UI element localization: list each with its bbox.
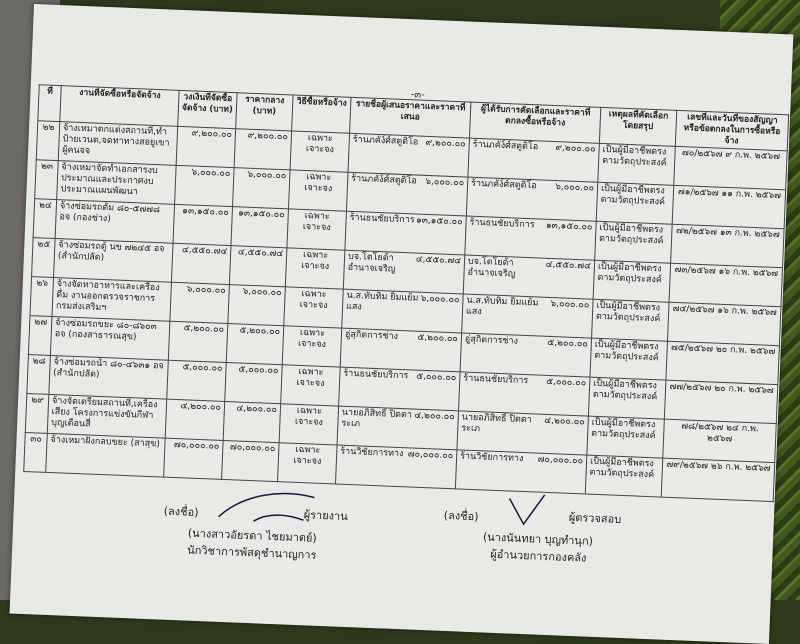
page-number: -๓-	[410, 89, 425, 101]
mid-price: ๖,๐๐๐.๐๐	[233, 168, 291, 209]
bidder-and-price	[340, 328, 461, 372]
bidder-and-price-amount: ๔,๕๕๐.๗๔	[415, 254, 462, 267]
winner-and-price-name: ร้านวิชัยการทาง	[459, 451, 524, 465]
bidder-and-price-name: น.ส.ทับทิม ยิ้มแย้มแสง	[345, 290, 419, 313]
bidder-and-price	[342, 289, 463, 333]
winner-and-price	[463, 255, 594, 299]
bidder-and-price-amount: ๗๐,๐๐๐.๐๐	[407, 449, 454, 462]
bidder-and-price-name: อู่สุกิตการช่าง	[344, 329, 399, 342]
item-name: จ้างเหมาตกแต่งสถานที่,ทำป้ายเวนต,จดทาทางสอยูเขาผู้คนจจ	[58, 122, 177, 166]
bidder-and-price-amount: ๕,๒๐๐.๐๐	[417, 332, 459, 345]
winner-and-price-amount: ๑๓,๑๕๐.๐๐	[545, 220, 593, 233]
winner-and-price	[465, 216, 596, 260]
bidder-and-price-name: ร้านภคัง์ศ์สตูดิโอ	[352, 134, 419, 148]
budget-amount: ๔,๕๕๐.๗๔	[171, 243, 231, 284]
winner-and-price	[462, 294, 593, 338]
header-mid-price: ราคากลาง (บาท)	[236, 93, 293, 131]
row-number: ๒๖	[30, 277, 54, 317]
procurement-method: เฉพาะเจาะจง	[281, 365, 341, 406]
mid-price: ๔,๒๐๐.๐๐	[223, 401, 281, 442]
item-name: จ้างซ่อมรถน้ำ ๘๐-๔๖๓๑ อจ (สำนักปลัด)	[49, 355, 168, 399]
header-no: ที่	[38, 85, 61, 122]
bidder-and-price	[343, 250, 464, 294]
item-name: จ้างซ่อมรถตั้ม ๘๐-๕๗๗๘ อจ (กองช่าง)	[55, 200, 174, 244]
winner-and-price	[466, 177, 597, 221]
right-signature-scribble	[503, 488, 565, 530]
budget-amount: ๕,๐๐๐.๐๐	[167, 360, 227, 401]
row-number: ๓๐	[24, 432, 48, 472]
row-number: ๒๔	[33, 199, 57, 239]
bidder-and-price-name: ร้านธนชัยบริการ	[343, 368, 409, 382]
winner-and-price-amount: ๔,๕๕๐.๗๔	[545, 259, 592, 272]
procurement-method: เฉพาะเจาะจง	[279, 404, 339, 445]
budget-amount: ๔,๒๐๐.๐๐	[165, 399, 225, 440]
procurement-method: เฉพาะเจาะจง	[285, 248, 345, 289]
left-signature-scribble	[213, 482, 325, 531]
budget-amount: ๑๓,๑๕๐.๐๐	[173, 204, 233, 245]
winner-and-price	[468, 138, 599, 182]
mid-price: ๑๓,๑๕๐.๐๐	[231, 207, 289, 248]
bidder-and-price	[335, 445, 456, 489]
bidder-and-price-name: นายอภิสิทธิ์ ปิตตาระเภ	[341, 407, 413, 430]
bidder-and-price-amount: ๕,๐๐๐.๐๐	[416, 371, 457, 384]
row-number: ๒๓	[35, 160, 59, 200]
winner-and-price	[460, 333, 591, 377]
bidder-and-price-name: ร้านภคัง์ศ์สตูดิโอ	[351, 173, 417, 187]
budget-amount: ๖,๐๐๐.๐๐	[175, 165, 235, 206]
item-name: จ้างซ่อมรถขยะ ๘๐-๘๖๐๓ อจ (กองสาธารณสุข)	[50, 316, 169, 360]
bidder-and-price	[346, 172, 467, 216]
selection-reason: เป็นผู้มีอาชีพตรงตามวัตถุประสงค์	[585, 455, 663, 497]
contract-number: ๗๘/๒๕๖๗ ๒๔ ก.พ. ๒๕๖๗	[663, 419, 776, 462]
bidder-and-price	[345, 211, 466, 255]
contract-number: ๗๔/๒๕๖๗ ๑๖ ก.พ. ๒๕๖๗	[667, 302, 780, 345]
winner-and-price	[455, 450, 586, 494]
winner-and-price-name: ร้านภคัง์ศ์สตูดิโอ	[472, 139, 539, 153]
budget-amount: ๖,๐๐๐.๐๐	[170, 282, 230, 323]
row-number: ๒๙	[25, 394, 49, 434]
mid-price: ๕,๒๐๐.๐๐	[226, 324, 284, 365]
contract-number: ๗๕/๒๕๖๗ ๒๐ ก.พ. ๒๕๖๗	[666, 341, 779, 384]
right-sign-name: (นางนันทยา บุญทำนุก)	[482, 530, 594, 548]
selection-reason: เป็นผู้มีอาชีพตรงตามวัตถุประสงค์	[596, 182, 674, 224]
selection-reason: เป็นผู้มีอาชีพตรงตามวัตถุประสงค์	[598, 143, 676, 185]
procurement-method: เฉพาะเจาะจง	[290, 131, 350, 172]
mid-price: ๕,๐๐๐.๐๐	[225, 363, 283, 404]
bidder-and-price-amount: ๖,๐๐๐.๐๐	[420, 293, 460, 306]
winner-and-price-amount: ๖,๐๐๐.๐๐	[550, 298, 590, 311]
row-number: ๒๗	[28, 316, 52, 356]
mid-price: ๖,๐๐๐.๐๐	[228, 285, 286, 326]
winner-and-price-amount: ๗๐,๐๐๐.๐๐	[537, 454, 584, 467]
winner-and-price-name: บจ.โตโยต้าอำนาจเจริญ	[467, 256, 516, 280]
winner-and-price-name: ร้านภคัง์ศ์สตูดิโอ	[470, 178, 537, 192]
document-page	[10, 4, 794, 644]
bidder-and-price	[339, 367, 460, 411]
mid-price: ๔,๕๕๐.๗๔	[229, 246, 287, 287]
header-item: งานที่จัดซื้อหรือจัดจ้าง	[60, 86, 179, 127]
budget-amount: ๗๐,๐๐๐.๐๐	[164, 438, 224, 479]
selection-reason: เป็นผู้มีอาชีพตรงตามวัตถุประสงค์	[590, 338, 668, 380]
item-name: จ้างจัดหาอาหารและเครื่องดื่ม งานออกตรวจราชการกรมส่งเสริมฯ	[52, 278, 171, 322]
contract-number: ๗๗/๒๕๖๗ ๒๐ ก.พ. ๒๕๖๗	[664, 380, 777, 423]
header-winner: ผู้ได้รับการคัดเลือกและราคาที่ตกลงซื้อหรือจ้าง	[469, 102, 600, 143]
header-contract: เลขที่และวันที่ของสัญญาหรือข้อตกลงในการซื้อหรือจ้าง	[675, 110, 788, 150]
procurement-method: เฉพาะเจาะจง	[287, 209, 347, 250]
bidder-and-price-amount: ๙,๒๐๐.๐๐	[425, 137, 466, 150]
bidder-and-price-name: ร้านวิชัยการทาง	[340, 446, 404, 460]
left-sign-name: (นางสาวอัยรดา ไชยมาตย์)	[187, 526, 318, 545]
bidder-and-price	[348, 133, 469, 177]
right-sign-role: ผู้ตรวจสอบ	[568, 510, 622, 526]
mid-price: ๗๐,๐๐๐.๐๐	[222, 440, 280, 481]
procurement-method: เฉพาะเจาะจง	[278, 443, 338, 484]
contract-number: ๗๒/๒๕๖๗ ๑๓ ก.พ. ๒๕๖๗	[671, 224, 784, 267]
item-name: จ้างเหมาฝังกลบขยะ (สาสุข)	[46, 433, 165, 477]
header-method: วิธีซื้อหรือจ้าง	[292, 95, 351, 133]
winner-and-price-name: ร้านธนชัยบริการ	[469, 217, 535, 231]
item-name: จ้างเหมาจัดทำเอกสารงบประมาณและประกาศงบประมาณแผนพัฒนา	[57, 161, 176, 205]
left-sign-position: นักวิชาการพัสดุชำนาญการ	[186, 543, 317, 562]
header-bidder: รายชื่อผู้เสนอราคาและราคาที่เสนอ	[350, 97, 471, 138]
bidder-and-price-amount: ๔,๒๐๐.๐๐	[414, 410, 455, 423]
bidder-and-price-amount: ๖,๐๐๐.๐๐	[425, 176, 465, 189]
procurement-method: เฉพาะเจาะจง	[284, 287, 344, 328]
winner-and-price	[459, 372, 590, 416]
header-budget: วงเงินที่จัดซื้อจัดจ้าง (บาท)	[178, 90, 237, 128]
bidder-and-price-amount: ๑๓,๑๕๐.๐๐	[415, 215, 463, 228]
header-reason: เหตุผลที่คัดเลือกโดยสรุป	[599, 107, 676, 146]
budget-amount: ๕,๒๐๐.๐๐	[168, 321, 228, 362]
contract-number: ๗๓/๒๕๖๗ ๑๖ ก.พ. ๒๕๖๗	[669, 263, 782, 306]
contract-number: ๗๐/๒๕๖๗ ๙ ก.พ. ๒๕๖๗	[674, 146, 787, 189]
right-sign-label: (ลงชื่อ)	[443, 508, 479, 524]
procurement-method: เฉพาะเจาะจง	[282, 326, 342, 367]
right-sign-position: ผู้อำนวยการกองคลัง	[490, 547, 587, 565]
contract-number: ๗๑/๒๕๖๗ ๑๑ ก.พ. ๒๕๖๗	[672, 185, 785, 228]
item-name: จ้างจัดเตรียมสถานที่,เครื่องเสียง โครงการแข่งขันกีฬาบุญเดือนสี่	[47, 394, 166, 438]
selection-reason: เป็นผู้มีอาชีพตรงตามวัตถุประสงค์	[593, 260, 671, 302]
selection-reason: เป็นผู้มีอาชีพตรงตามวัตถุประสงค์	[592, 299, 670, 341]
winner-and-price-amount: ๖,๐๐๐.๐๐	[554, 182, 595, 194]
bidder-and-price-name: บจ.โตโยต้าอำนาจเจริญ	[347, 251, 396, 275]
row-number: ๒๕	[32, 238, 56, 278]
row-number: ๒๒	[36, 121, 60, 161]
contract-number: ๗๙/๒๕๖๗ ๒๖ ก.พ. ๒๕๖๗	[661, 458, 774, 501]
bidder-and-price	[337, 406, 458, 450]
item-name: จ้างซ่อมรถตู้ นข ๗๒๔๕ อจ (สำนักปลัด)	[54, 239, 173, 283]
selection-reason: เป็นผู้มีอาชีพตรงตามวัตถุประสงค์	[587, 416, 665, 458]
winner-and-price	[457, 411, 588, 455]
left-sign-label: (ลงชื่อ)	[163, 504, 199, 520]
row-number: ๒๘	[27, 355, 51, 395]
winner-and-price-amount: ๙,๒๐๐.๐๐	[555, 143, 596, 155]
winner-and-price-name: น.ส.ทับทิม ยิ้มแย้มแสง	[465, 295, 539, 318]
winner-and-price-name: อู่สุกิตการช่าง	[464, 334, 519, 347]
budget-amount: ๙,๒๐๐.๐๐	[176, 126, 236, 167]
selection-reason: เป็นผู้มีอาชีพตรงตามวัตถุประสงค์	[588, 377, 666, 419]
mid-price: ๙,๒๐๐.๐๐	[234, 129, 292, 170]
winner-and-price-amount: ๕,๐๐๐.๐๐	[546, 376, 587, 389]
procurement-method: เฉพาะเจาะจง	[288, 170, 348, 211]
left-sign-role: ผู้รายงาน	[303, 508, 348, 523]
selection-reason: เป็นผู้มีอาชีพตรงตามวัตถุประสงค์	[595, 221, 673, 263]
winner-and-price-name: นายอภิสิทธิ์ ปิตตาระเภ	[461, 412, 532, 435]
winner-and-price-amount: ๔,๒๐๐.๐๐	[544, 415, 585, 428]
bidder-and-price-name: ร้านธนชัยบริการ	[349, 212, 415, 226]
winner-and-price-amount: ๕,๒๐๐.๐๐	[547, 337, 588, 350]
winner-and-price-name: ร้านธนชัยบริการ	[463, 373, 529, 387]
procurement-table	[23, 84, 789, 502]
